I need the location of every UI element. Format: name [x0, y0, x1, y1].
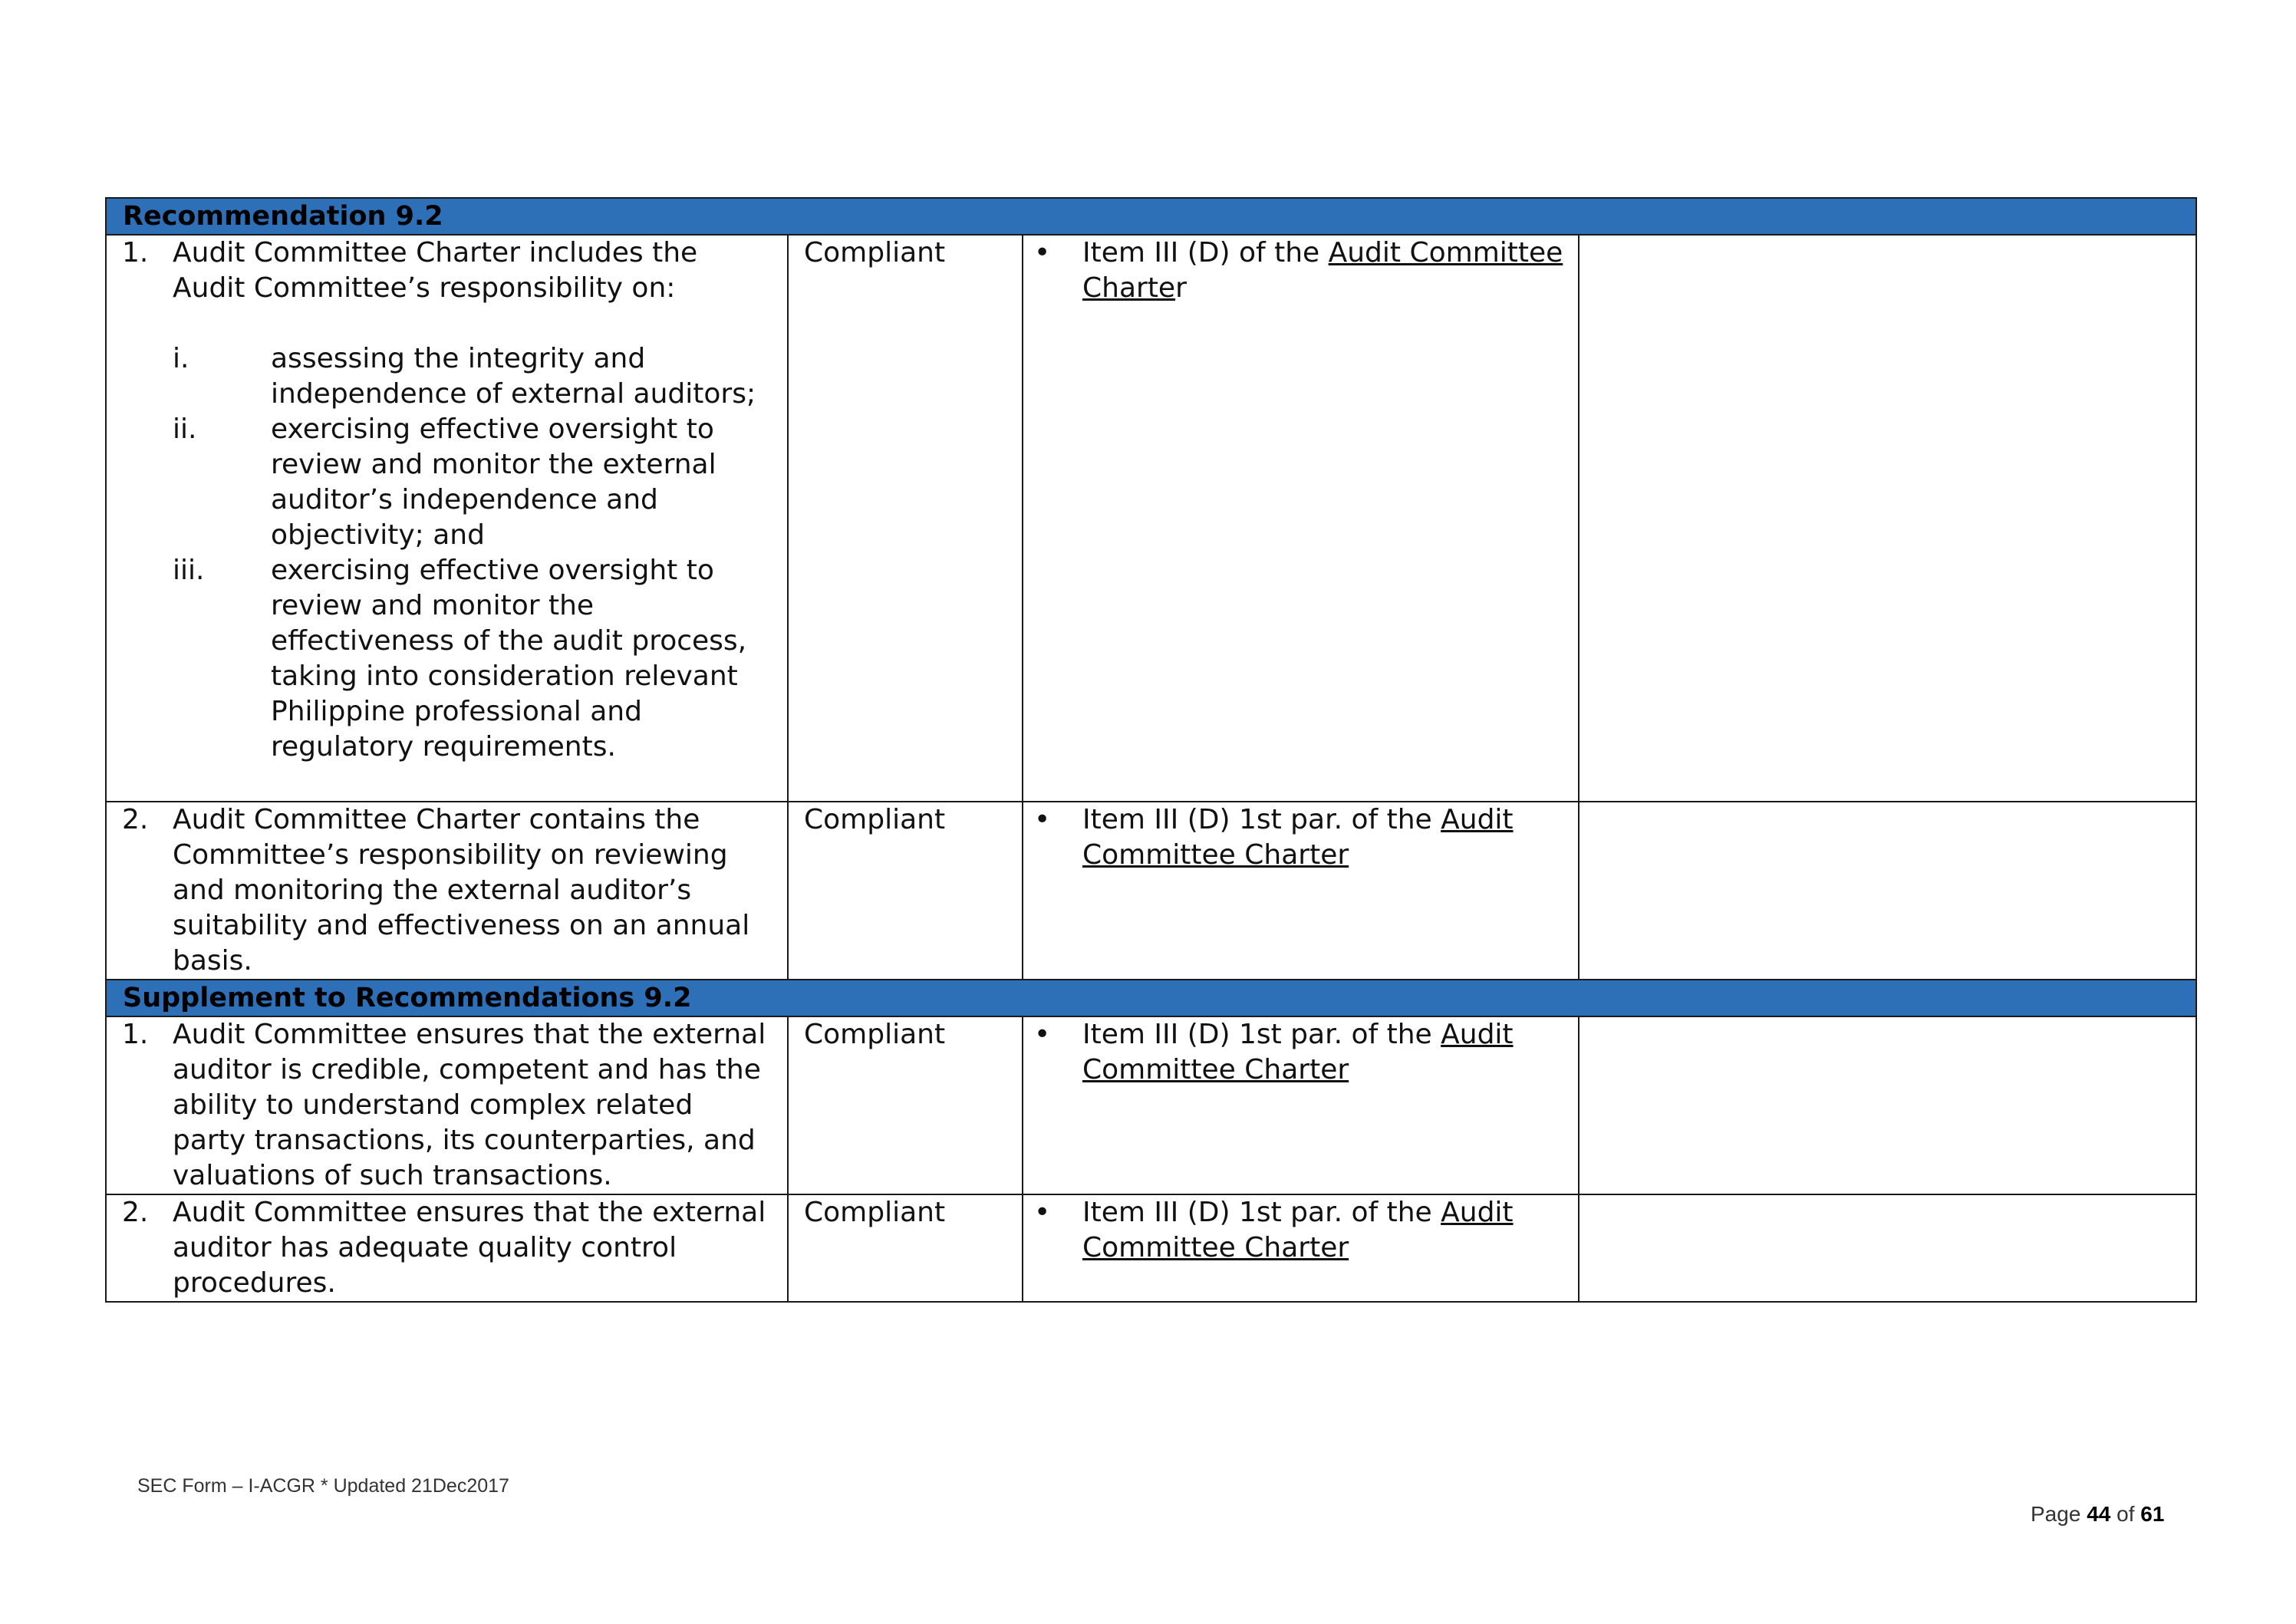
sub-item-text: exercising effective oversight to review and monitor the effectiveness of the audit process, taking into consideration relevant Philippine professional and regulatory requirements. — [271, 555, 747, 763]
sub-item-number: i. — [173, 343, 189, 374]
recommendation-cell — [106, 802, 788, 980]
remarks-cell — [1579, 1016, 2196, 1194]
item-number: 1. — [122, 1019, 149, 1050]
reference-text: Item III (D) 1st par. of the Audit Committee Charter — [1082, 804, 1514, 871]
section-header-row — [106, 980, 2196, 1016]
sub-item — [173, 341, 772, 412]
reference-cell — [1023, 235, 1579, 802]
remarks-cell — [1579, 1194, 2196, 1302]
status-cell: Compliant — [788, 802, 1023, 980]
item-number: 1. — [122, 237, 149, 268]
compliance-table — [105, 197, 2197, 1303]
table-row — [106, 802, 2196, 980]
table-row — [106, 235, 2196, 802]
form-label: SEC Form – I-ACGR * Updated 21Dec2017 — [137, 1475, 509, 1497]
table-row — [106, 1194, 2196, 1302]
sub-item — [173, 553, 772, 765]
status-cell: Compliant — [788, 235, 1023, 802]
sub-item-number: ii. — [173, 413, 197, 445]
page-number — [2031, 1502, 2164, 1527]
section-header: Supplement to Recommendations 9.2 — [106, 980, 2196, 1016]
item-text: Audit Committee ensures that the external auditor has adequate quality control procedures. — [173, 1197, 766, 1299]
reference-text: Item III (D) of the Audit Committee Charter — [1082, 237, 1563, 304]
remarks-cell — [1579, 802, 2196, 980]
reference-text: Item III (D) 1st par. of the Audit Committee Charter — [1082, 1197, 1514, 1263]
reference-text: Item III (D) 1st par. of the Audit Committee Charter — [1082, 1019, 1514, 1085]
item-text: Audit Committee ensures that the external auditor is credible, competent and has the ability to understand complex related party transactions, its counterparties, and valuations of such transactions. — [173, 1019, 766, 1191]
page-of: of — [2116, 1502, 2135, 1526]
bullet-icon: • — [1034, 1019, 1051, 1050]
bullet-icon: • — [1034, 804, 1051, 835]
section-header: Recommendation 9.2 — [106, 198, 2196, 235]
recommendation-cell — [106, 1194, 788, 1302]
status-cell: Compliant — [788, 1016, 1023, 1194]
item-text: Audit Committee Charter includes the Audit Committee’s responsibility on: — [173, 237, 698, 304]
item-text: Audit Committee Charter contains the Committee’s responsibility on reviewing and monitoring the external auditor’s suitability and effectiveness on an annual basis. — [173, 804, 750, 977]
page-word: Page — [2031, 1502, 2081, 1526]
recommendation-cell — [106, 235, 788, 802]
reference-cell — [1023, 802, 1579, 980]
sub-item-text: assessing the integrity and independence of external auditors; — [271, 343, 756, 410]
table-row — [106, 1016, 2196, 1194]
section-header-row — [106, 198, 2196, 235]
reference-cell — [1023, 1194, 1579, 1302]
audit-charter-link[interactable]: Audit Committee Charter — [1082, 1197, 1514, 1263]
item-number: 2. — [122, 1197, 149, 1228]
item-number: 2. — [122, 804, 149, 835]
audit-charter-link[interactable]: Audit Committee Charte — [1082, 237, 1563, 304]
remarks-cell — [1579, 235, 2196, 802]
sub-item — [173, 412, 772, 553]
audit-charter-link[interactable]: Audit Committee Charter — [1082, 804, 1514, 871]
page-current: 44 — [2087, 1502, 2111, 1526]
reference-cell — [1023, 1016, 1579, 1194]
bullet-icon: • — [1034, 237, 1051, 268]
page-total: 61 — [2140, 1502, 2165, 1526]
bullet-icon: • — [1034, 1197, 1051, 1228]
sub-item-list — [173, 341, 772, 765]
audit-charter-link[interactable]: Audit Committee Charter — [1082, 1019, 1514, 1085]
recommendation-cell — [106, 1016, 788, 1194]
sub-item-number: iii. — [173, 555, 205, 586]
sub-item-text: exercising effective oversight to review and monitor the external auditor’s independence and objectivity; and — [271, 413, 716, 551]
status-cell: Compliant — [788, 1194, 1023, 1302]
